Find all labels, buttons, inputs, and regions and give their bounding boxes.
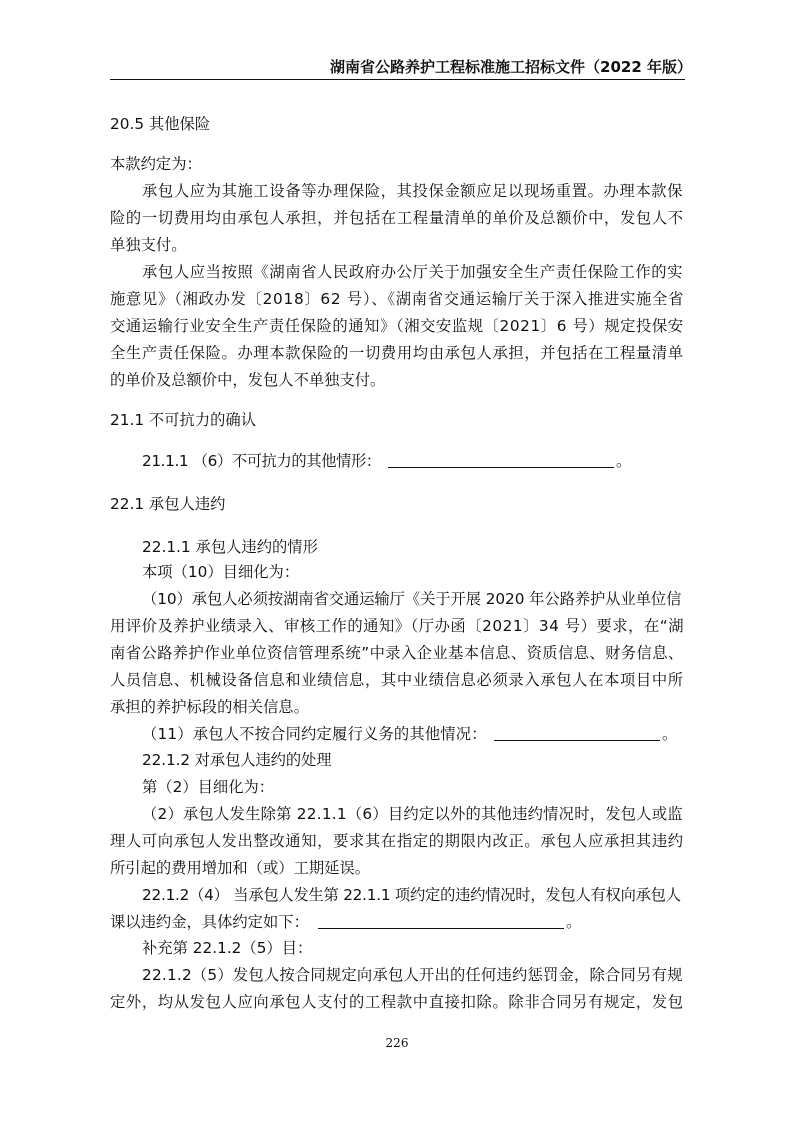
paragraph-line: 的单价及总额价中，发包人不单独支付。 [110,371,386,389]
paragraph-line: 理人可向承包人发出整改通知，要求其在指定的期限内改正。承包人应承担其违约 [110,832,684,850]
paragraph-line: 22.1.2（5）发包人按合同规定向承包人开出的任何违约惩罚金，除合同另有规 [142,966,683,984]
header-title: 湖南省公路养护工程标准施工招标文件（2022 年版） [330,58,692,76]
paragraph-line: 交通运输行业安全生产责任保险的通知》（湘交安监规〔2021〕6 号）规定投保安 [110,317,684,335]
paragraph-line: 本项（10）目细化为： [142,563,300,581]
clause-22-1-1-11-end: 。 [662,725,678,743]
paragraph-line: 全生产责任保险。办理本款保险的一切费用均由承包人承担，并包括在工程量清单 [110,344,684,362]
section-heading-20-5: 20.5 其他保险 [110,115,211,133]
paragraph-line: 南省公路养护作业单位资信管理系统”中录入企业基本信息、资质信息、财务信息、 [110,644,684,662]
clause-22-1-1-11-label: （11）承包人不按合同约定履行义务的其他情况： [142,725,487,743]
blank-line [494,724,660,741]
section-heading-22-1: 22.1 承包人违约 [110,495,226,513]
section-heading-21-1: 21.1 不可抗力的确认 [110,411,257,429]
paragraph-line: 用评价及养护业绩录入、审核工作的通知》（厅办函〔2021〕34 号）要求，在“湖 [110,617,685,635]
paragraph-line: 第（2）目细化为： [142,778,275,796]
subsection-heading-22-1-1: 22.1.1 承包人违约的情形 [142,538,318,556]
header-rule [110,79,685,80]
clause-21-1-1-label: 21.1.1 （6）不可抗力的其他情形： [142,452,381,470]
paragraph-line: 承担的养护标段的相关信息。 [110,698,309,716]
paragraph-line: 22.1.2（4） 当承包人发生第 22.1.1 项约定的违约情况时，发包人有权向承包人 [142,886,681,904]
clause-21-1-1-end: 。 [616,452,632,470]
paragraph-line: （10）承包人必须按湖南省交通运输厅《关于开展 2020 年公路养护从业单位信 [142,590,682,608]
paragraph-line: 施意见》（湘政办发〔2018〕62 号）、《湖南省交通运输厅关于深入推进实施全省 [110,290,685,308]
paragraph-line: 承包人应为其施工设备等办理保险，其投保金额应足以现场重置。办理本款保 [142,182,684,200]
paragraph-line: 定外，均从发包人应向承包人支付的工程款中直接扣除。除非合同另有规定，发包 [110,993,684,1011]
page-number: 226 [385,1036,409,1050]
paragraph-line: 险的一切费用均由承包人承担，并包括在工程量清单的单价及总额价中，发包人不 [110,209,684,227]
clause-22-1-2-4-label: 课以违约金，具体约定如下： [110,913,309,931]
paragraph-line: 承包人应当按照《湖南省人民政府办公厅关于加强安全生产责任保险工作的实 [142,263,684,281]
paragraph-line: （2）承包人发生除第 22.1.1（6）目约定以外的其他违约情况时，发包人或监 [142,805,683,823]
blank-line [388,451,614,468]
clause-22-1-2-4-end: 。 [566,913,582,931]
paragraph-line: 补充第 22.1.2（5）目： [142,939,313,957]
paragraph-line: 所引起的费用增加和（或）工期延误。 [110,859,371,877]
section-20-5-intro: 本款约定为： [110,155,202,173]
paragraph-line: 单独支付。 [110,236,187,254]
blank-line [318,912,564,929]
subsection-heading-22-1-2: 22.1.2 对承包人违约的处理 [142,751,332,769]
paragraph-line: 人员信息、机械设备信息和业绩信息，其中业绩信息必须录入承包人在本项目中所 [110,671,684,689]
